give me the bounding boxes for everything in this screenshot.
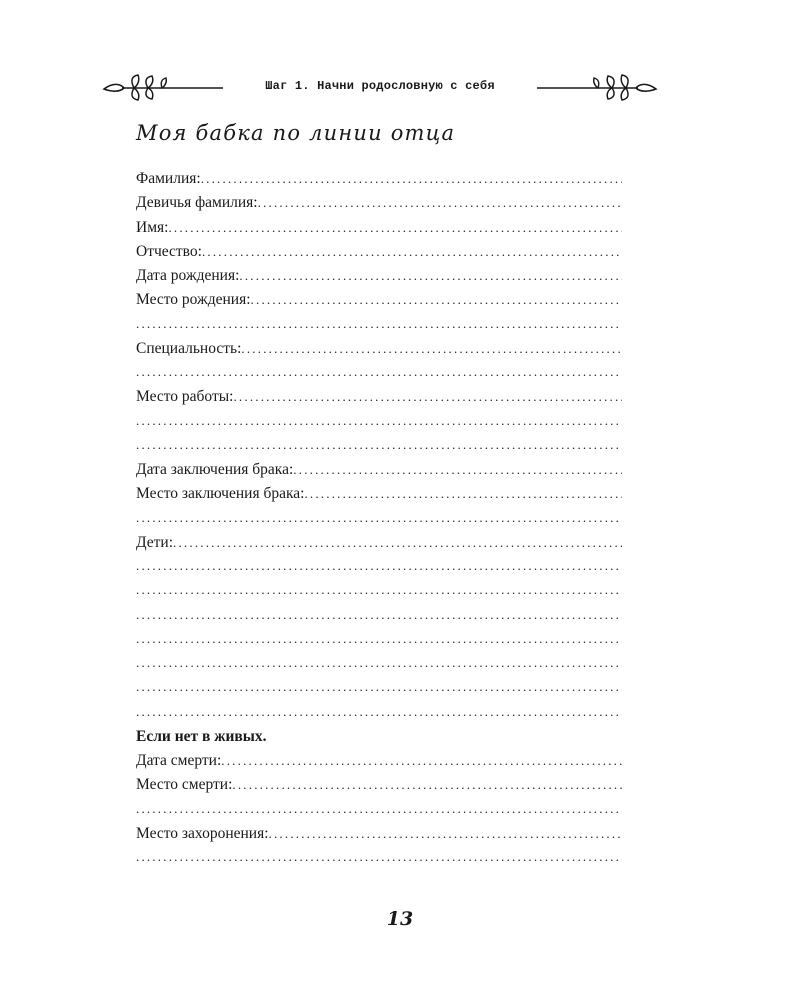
fill-in-dots[interactable] xyxy=(251,292,622,308)
fill-in-dots[interactable] xyxy=(239,268,622,284)
form-field-label: Место заключения брака: xyxy=(136,485,305,503)
fill-in-dots[interactable] xyxy=(136,316,622,332)
form-field-label: Девичья фамилия: xyxy=(136,194,258,212)
form-continuation-line[interactable] xyxy=(136,607,622,631)
form-field-label: Дети: xyxy=(136,533,174,551)
form-field-line[interactable] xyxy=(136,219,622,243)
fill-in-dots[interactable] xyxy=(241,341,622,357)
fill-in-dots[interactable] xyxy=(293,462,622,478)
fill-in-dots[interactable] xyxy=(201,171,622,187)
fill-in-dots[interactable] xyxy=(168,220,622,236)
form-continuation-line[interactable] xyxy=(136,655,622,679)
fill-in-dots[interactable] xyxy=(232,777,622,793)
form-field-label: Специальность: xyxy=(136,339,242,357)
fill-in-dots[interactable] xyxy=(173,535,622,551)
fill-in-dots[interactable] xyxy=(136,801,622,817)
fill-in-dots[interactable] xyxy=(233,389,622,405)
form-field-label: Место рождения: xyxy=(136,291,251,309)
fill-in-dots[interactable] xyxy=(136,849,622,865)
page-number: 13 xyxy=(386,908,414,930)
form-continuation-line[interactable] xyxy=(136,364,622,388)
form-continuation-line[interactable] xyxy=(136,582,622,606)
form-continuation-line[interactable] xyxy=(136,631,622,655)
form-continuation-line[interactable] xyxy=(136,801,622,825)
fill-in-dots[interactable] xyxy=(136,704,622,720)
form-field-label: Если нет в живых. xyxy=(136,727,267,745)
fill-in-dots[interactable] xyxy=(136,413,622,429)
form-field-line[interactable] xyxy=(136,340,622,364)
form-field-label: Имя: xyxy=(136,218,169,236)
fill-in-dots[interactable] xyxy=(136,558,622,574)
form-continuation-line[interactable] xyxy=(136,558,622,582)
form-field-line[interactable] xyxy=(136,291,622,315)
form-field-line[interactable] xyxy=(136,170,622,194)
fill-in-dots[interactable] xyxy=(136,510,622,526)
form-field-label: Место смерти: xyxy=(136,776,233,794)
form-field-line[interactable] xyxy=(136,534,622,558)
fill-in-dots[interactable] xyxy=(258,195,622,211)
form-field-line[interactable] xyxy=(136,825,622,849)
form-field-label: Дата заключения брака: xyxy=(136,461,294,478)
form-field-line[interactable] xyxy=(136,485,622,509)
fill-in-dots[interactable] xyxy=(136,607,622,623)
running-header xyxy=(100,70,660,106)
form-field-label: Отчество: xyxy=(136,242,202,260)
fill-in-dots[interactable] xyxy=(136,437,622,453)
form-field-line xyxy=(136,728,622,752)
fill-in-dots[interactable] xyxy=(136,631,622,647)
fill-in-dots[interactable] xyxy=(202,244,622,260)
form-continuation-line[interactable] xyxy=(136,316,622,340)
form-field-label: Место работы: xyxy=(136,388,234,406)
form-continuation-line[interactable] xyxy=(136,413,622,437)
form-field-label: Место захоронения: xyxy=(136,824,269,842)
fill-in-dots[interactable] xyxy=(136,582,622,598)
fill-in-dots[interactable] xyxy=(304,486,622,502)
form-continuation-line[interactable] xyxy=(136,704,622,728)
running-header-title: Шаг 1. Начни родословную с себя xyxy=(265,79,495,93)
form-field-line[interactable] xyxy=(136,776,622,800)
fill-in-dots[interactable] xyxy=(269,826,622,842)
form-continuation-line[interactable] xyxy=(136,437,622,461)
leaf-branch-icon xyxy=(535,72,660,102)
section-title: Моя бабка по линии отца xyxy=(136,121,456,145)
genealogy-form xyxy=(136,170,622,873)
form-field-label: Дата смерти: xyxy=(136,752,222,769)
form-field-line[interactable] xyxy=(136,752,622,776)
form-continuation-line[interactable] xyxy=(136,510,622,534)
form-field-line[interactable] xyxy=(136,267,622,291)
form-field-line[interactable] xyxy=(136,461,622,485)
fill-in-dots[interactable] xyxy=(136,679,622,695)
form-continuation-line[interactable] xyxy=(136,849,622,873)
form-field-label: Фамилия: xyxy=(136,170,201,187)
form-continuation-line[interactable] xyxy=(136,679,622,703)
form-field-label: Дата рождения: xyxy=(136,267,240,284)
form-field-line[interactable] xyxy=(136,388,622,412)
form-field-line[interactable] xyxy=(136,243,622,267)
form-field-line[interactable] xyxy=(136,194,622,218)
fill-in-dots[interactable] xyxy=(221,753,622,769)
fill-in-dots[interactable] xyxy=(136,655,622,671)
fill-in-dots[interactable] xyxy=(136,364,622,380)
